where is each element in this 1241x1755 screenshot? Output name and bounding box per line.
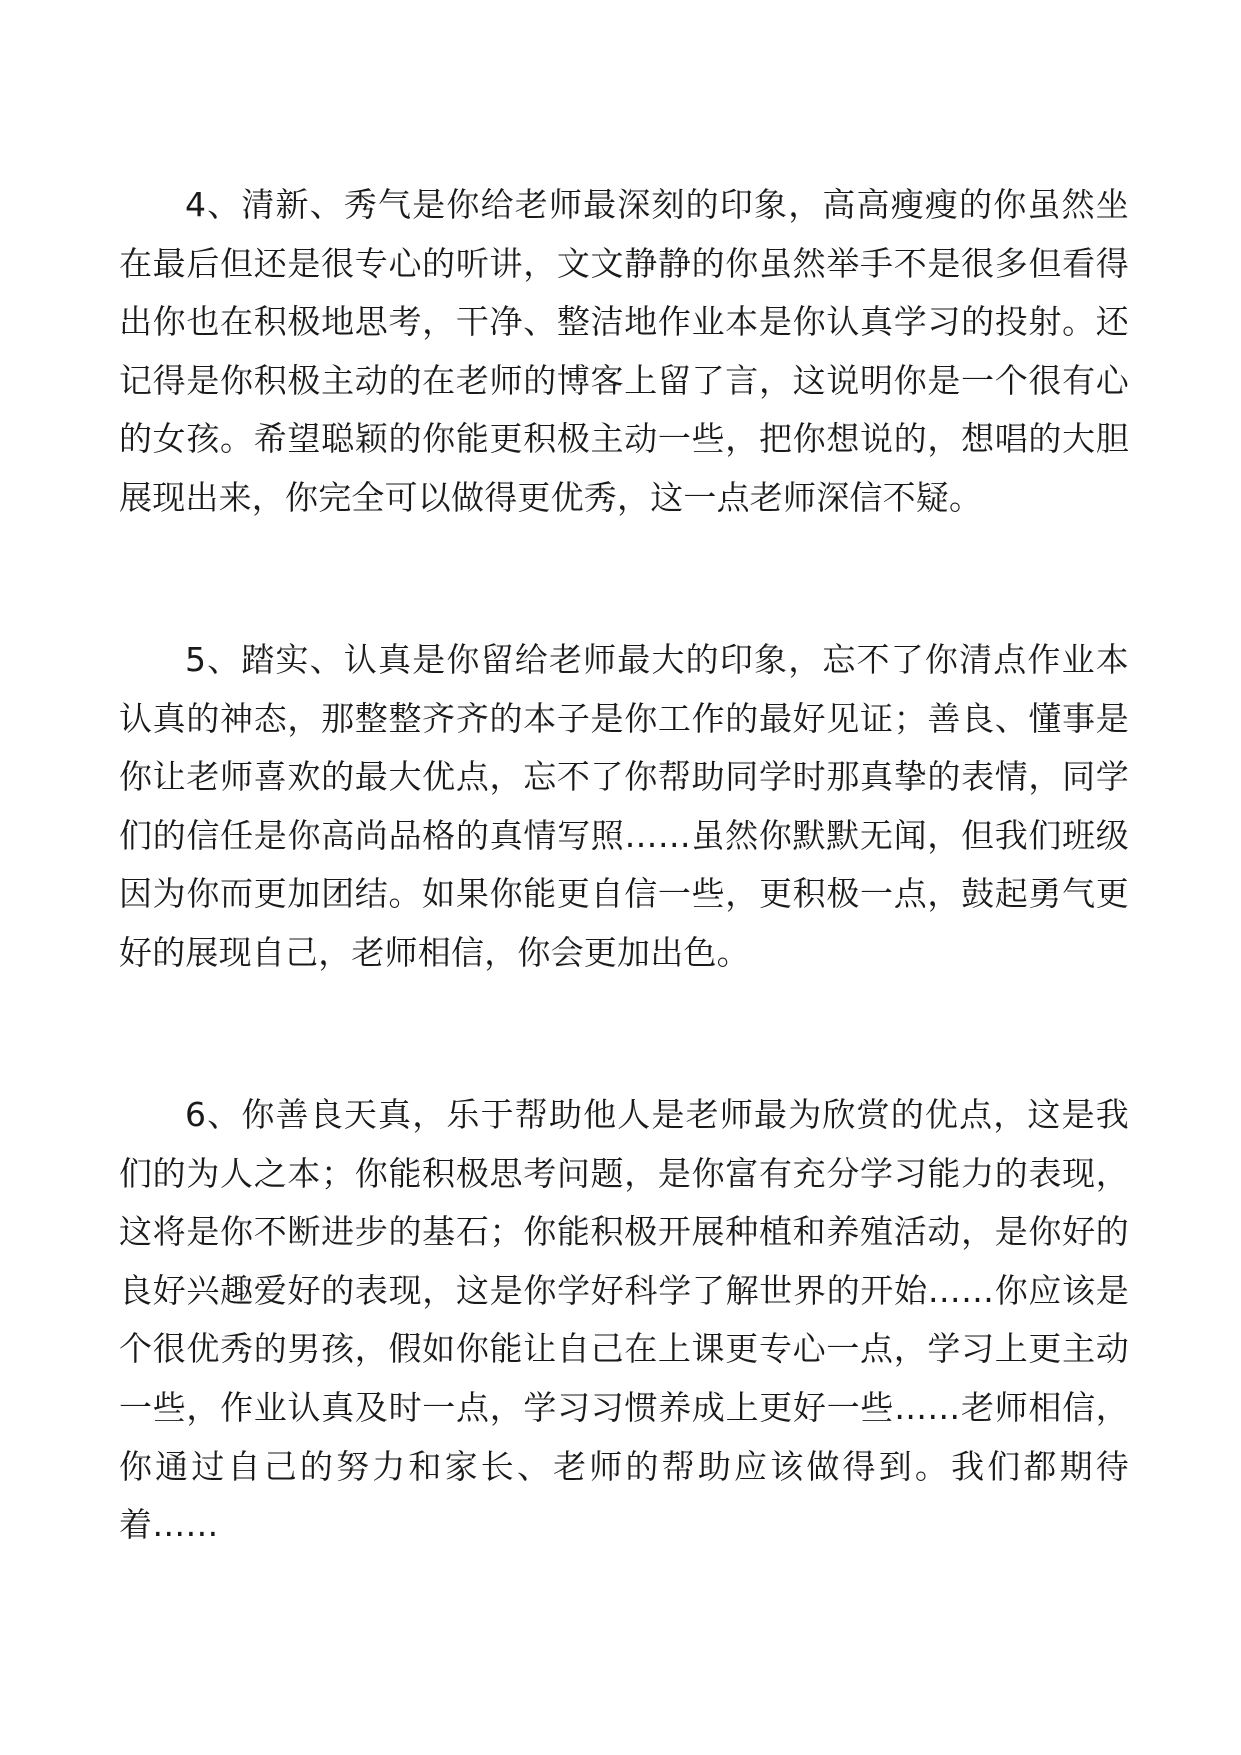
paragraph-6: 6、你善良天真，乐于帮助他人是老师最为欣赏的优点，这是我们的为人之本；你能积极思考问题，是你富有充分学习能力的表现，这将是你不断进步的基石；你能积极开展种植和养殖活动，是你好的良好兴趣爱好的表现，这是你学好科学了解世界的开始……你应该是个很优秀的男孩，假如你能让自己在上课更专心一点，学习上更主动一些，作业认真及时一点，学习习惯养成上更好一些……老师相信，你通过自己的努力和家长、老师的帮助应该做得到。我们都期待着…… (119, 1095, 1129, 1545)
paragraph-5: 5、踏实、认真是你留给老师最大的印象，忘不了你清点作业本认真的神态，那整整齐齐的本子是你工作的最好见证；善良、懂事是你让老师喜欢的最大优点，忘不了你帮助同学时那真挚的表情，同学们的信任是你高尚品格的真情写照……虽然你默默无闻，但我们班级因为你而更加团结。如果你能更自信一些，更积极一点，鼓起勇气更好的展现自己，老师相信，你会更加出色。 (119, 640, 1129, 972)
paragraph-4: 4、清新、秀气是你给老师最深刻的印象，高高瘦瘦的你虽然坐在最后但还是很专心的听讲，文文静静的你虽然举手不是很多但看得出你也在积极地思考，干净、整洁地作业本是你认真学习的投射。还记得是你积极主动的在老师的博客上留了言，这说明你是一个很有心的女孩。希望聪颖的你能更积极主动一些，把你想说的，想唱的大胆展现出来，你完全可以做得更优秀，这一点老师深信不疑。 (119, 185, 1129, 517)
